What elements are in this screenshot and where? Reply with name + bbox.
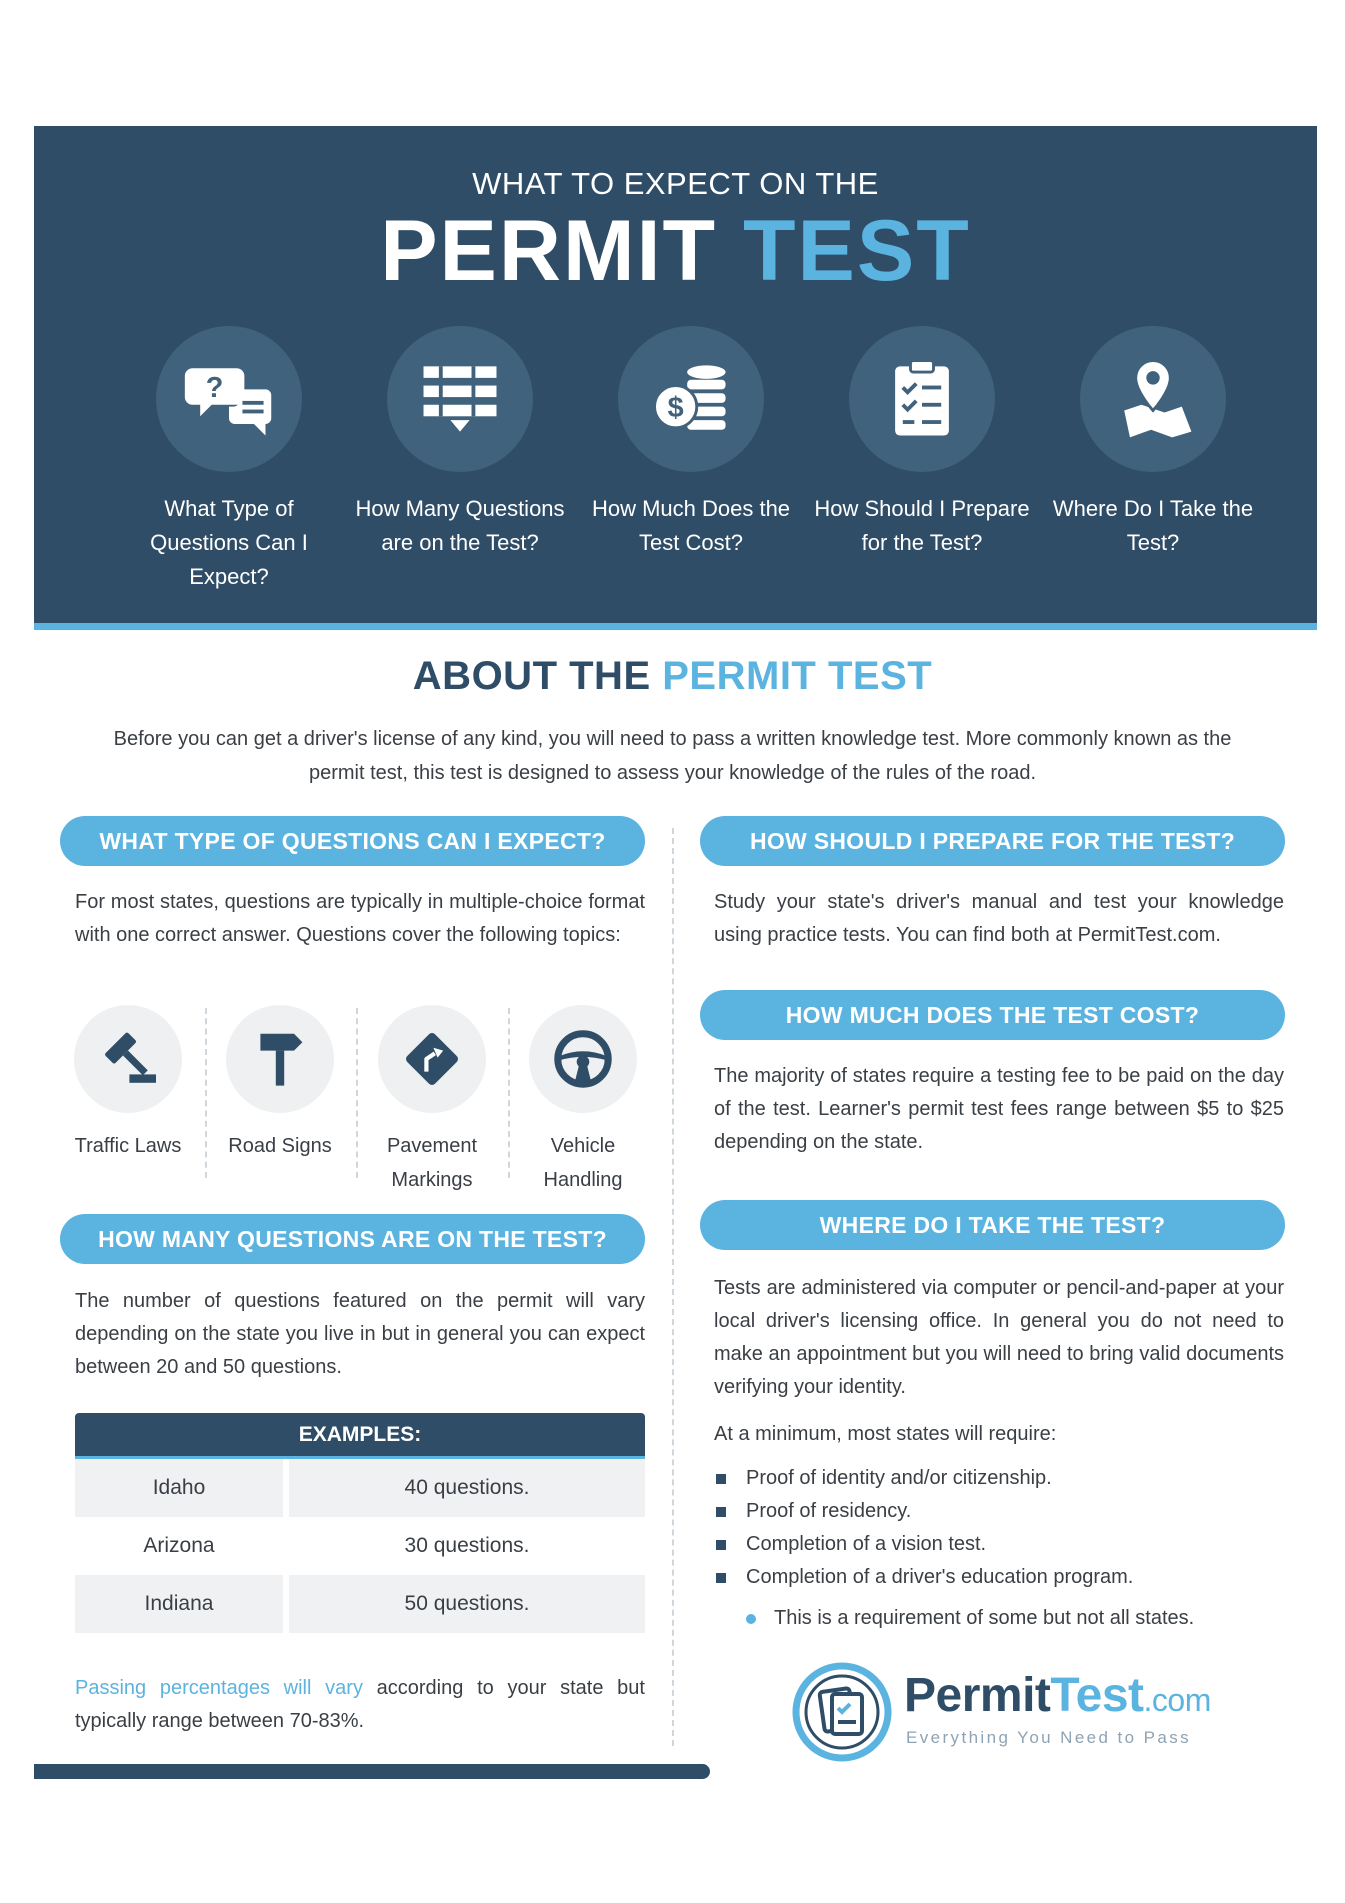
logo-wordmark xyxy=(904,1668,1211,1723)
topic-label: Road Signs xyxy=(228,1135,332,1157)
types-text: For most states, questions are typically in multiple-choice format with one correct answer. Questions cover the following topics: xyxy=(75,891,645,946)
table-cell-state: Indiana xyxy=(75,1575,283,1633)
topic-vehicle-handling xyxy=(513,1005,653,1197)
passing-highlight: Passing percentages will vary xyxy=(75,1677,363,1699)
header-accent-bar xyxy=(34,623,1317,630)
logo-mark-icon xyxy=(792,1662,892,1762)
list-item: Proof of identity and/or citizenship. xyxy=(714,1462,1284,1495)
list-item: Proof of residency. xyxy=(714,1495,1284,1528)
steering-wheel-icon xyxy=(548,1024,618,1094)
topic-label: Vehicle Handling xyxy=(543,1135,623,1191)
signpost-icon xyxy=(245,1024,315,1094)
table-cell-state: Idaho xyxy=(75,1459,283,1517)
sub-list-item: This is a requirement of some but not all states. xyxy=(714,1602,1284,1635)
pre-title: WHAT TO EXPECT ON THE xyxy=(472,166,879,201)
clipboard-checklist-icon xyxy=(874,351,970,447)
list-icon xyxy=(412,351,508,447)
table-cell-count: 50 questions. xyxy=(289,1575,645,1633)
topic-label: Pavement Markings xyxy=(386,1135,478,1191)
topic-pavement-markings xyxy=(362,1005,502,1197)
prepare-text: Study your state's driver's manual and test your knowledge using practice tests. You can find both at PermitTest.com. xyxy=(714,891,1284,946)
header-item-label: How Should I Prepare for the Test? xyxy=(814,496,1030,555)
types-heading: WHAT TYPE OF QUESTIONS CAN I EXPECT? xyxy=(60,816,645,866)
about-title-dark: ABOUT THE xyxy=(412,654,651,698)
logo-name-dark: Permit xyxy=(904,1669,1051,1722)
passing-note xyxy=(75,1672,645,1738)
topic-traffic-laws xyxy=(58,1005,198,1163)
list-item: Completion of a driver's education program. xyxy=(714,1561,1284,1594)
list-item: Completion of a vision test. xyxy=(714,1528,1284,1561)
header-item-label: What Type of Questions Can I Expect? xyxy=(150,496,308,589)
header-item-label: How Much Does the Test Cost? xyxy=(591,496,791,555)
header-item-label: Where Do I Take the Test? xyxy=(1052,496,1254,555)
how-many-heading: HOW MANY QUESTIONS ARE ON THE TEST? xyxy=(60,1214,645,1264)
map-pin-icon xyxy=(1105,351,1201,447)
header-item-cost xyxy=(576,326,806,560)
table-cell-count: 30 questions. xyxy=(404,1534,530,1557)
logo-domain: .com xyxy=(1143,1682,1211,1718)
header-banner xyxy=(34,126,1317,623)
question-chat-icon xyxy=(181,351,277,447)
header-item-where xyxy=(1038,326,1268,560)
examples-table-header: EXAMPLES: xyxy=(75,1413,645,1459)
about-text: Before you can get a driver's license of any kind, you will need to pass a written knowledge test. More commonly known as the permit test, this test is designed to assess your knowledge of the rules of the road. xyxy=(113,728,1232,784)
svg-text:?: ? xyxy=(205,372,224,405)
table-row xyxy=(75,1459,645,1517)
about-title xyxy=(0,654,1345,699)
topic-separator xyxy=(508,1008,510,1178)
pavement-arrow-icon xyxy=(397,1024,467,1094)
prepare-heading: HOW SHOULD I PREPARE FOR THE TEST? xyxy=(700,816,1285,866)
topic-label: Traffic Laws xyxy=(74,1135,182,1157)
logo-name-blue: Test xyxy=(1050,1669,1144,1722)
main-title xyxy=(34,204,1317,299)
header-item-prepare xyxy=(807,326,1037,560)
column-divider xyxy=(672,828,674,1746)
where-heading: WHERE DO I TAKE THE TEST? xyxy=(700,1200,1285,1250)
coins-icon xyxy=(643,351,739,447)
cost-text: The majority of states require a testing fee to be paid on the day of the test. Learner's permit test fees range between $5 to $25 depending on the state. xyxy=(714,1065,1284,1153)
permittest-logo xyxy=(792,1662,1212,1762)
where-text: Tests are administered via computer or pencil-and-paper at your local driver's licensing office. In general you do not need to make an appointment but you will need to bring valid documents verifying your identity. xyxy=(714,1277,1284,1398)
cost-heading: HOW MUCH DOES THE TEST COST? xyxy=(700,990,1285,1040)
requirements-list xyxy=(714,1462,1284,1635)
logo-tagline: Everything You Need to Pass xyxy=(906,1728,1192,1747)
title-blue: TEST xyxy=(743,203,971,299)
topic-separator xyxy=(356,1008,358,1178)
gavel-icon xyxy=(93,1024,163,1094)
header-item-how-many xyxy=(345,326,575,560)
table-row xyxy=(75,1575,645,1633)
header-item-label: How Many Questions are on the Test? xyxy=(355,496,565,555)
bottom-bar xyxy=(34,1764,710,1779)
title-white: PERMIT xyxy=(380,203,718,299)
passing-rest: according to your state but typically range between 70-83%. xyxy=(75,1677,645,1732)
about-title-blue: PERMIT TEST xyxy=(662,654,933,698)
svg-text:$: $ xyxy=(667,392,684,425)
examples-table xyxy=(75,1413,645,1633)
question-icons-row xyxy=(114,326,1254,616)
topic-road-signs xyxy=(210,1005,350,1163)
how-many-text: The number of questions featured on the permit will vary depending on the state you live in but in general you can expect between 20 and 50 questions. xyxy=(75,1290,645,1378)
table-cell-state: Arizona xyxy=(143,1534,215,1557)
topic-separator xyxy=(205,1008,207,1178)
where-minimum: At a minimum, most states will require: xyxy=(714,1423,1057,1445)
table-cell-count: 40 questions. xyxy=(289,1459,645,1517)
table-row xyxy=(75,1517,645,1575)
header-item-types xyxy=(114,326,344,594)
